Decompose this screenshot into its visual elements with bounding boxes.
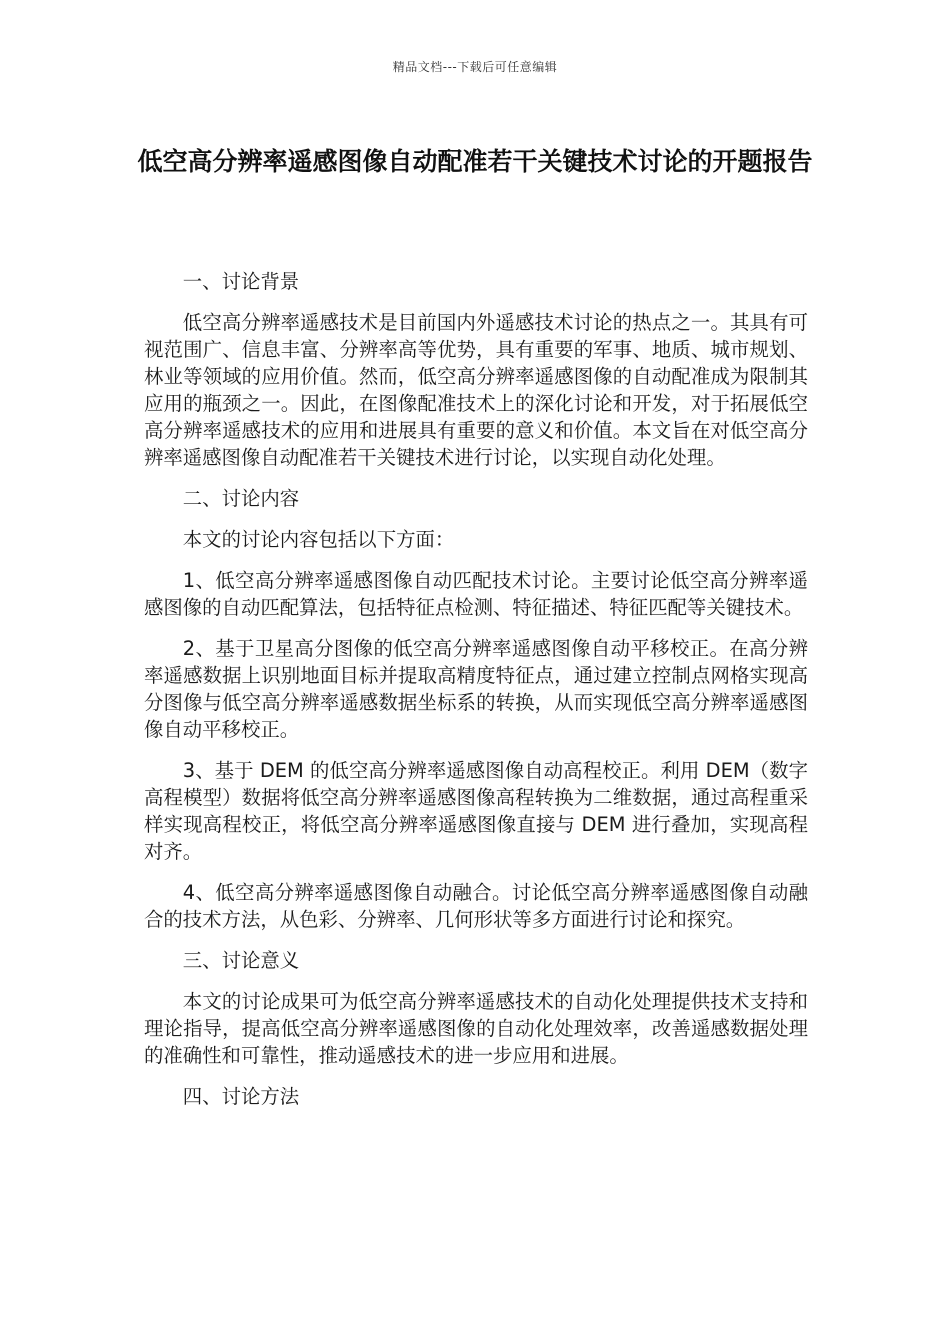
paragraph-significance: 本文的讨论成果可为低空高分辨率遥感技术的自动化处理提供技术支持和理论指导，提高低空高分辨率遥感图像的自动化处理效率，改善遥感数据处理的准确性和可靠性，推动遥感技术的进一步应用和进展。 [144, 990, 808, 1067]
paragraph-background: 低空高分辨率遥感技术是目前国内外遥感技术讨论的热点之一。其具有可视范围广、信息丰富、分辨率高等优势，具有重要的军事、地质、城市规划、林业等领域的应用价值。然而，低空高分辨率遥感图像的自动配准成为限制其应用的瓶颈之一。因此，在图像配准技术上的深化讨论和开发，对于拓展低空高分辨率遥感技术的应用和进展具有重要的意义和价值。本文旨在对低空高分辨率遥感图像自动配准若干关键技术进行讨论，以实现自动化处理。 [144, 311, 808, 469]
list-item-content-3: 3、基于 DEM 的低空高分辨率遥感图像自动高程校正。利用 DEM（数字高程模型）数据将低空高分辨率遥感图像高程转换为二维数据，通过高程重采样实现高程校正，将低空高分辨率遥感图像直接与 DEM 进行叠加，实现高程对齐。 [144, 759, 808, 863]
section-heading-background: 一、讨论背景 [182, 270, 300, 293]
paragraph-content-intro: 本文的讨论内容包括以下方面： [182, 528, 455, 551]
header-note: 精品文档---下载后可任意编辑 [392, 60, 558, 74]
list-item-content-4: 4、低空高分辨率遥感图像自动融合。讨论低空高分辨率遥感图像自动融合的技术方法，从色彩、分辨率、几何形状等多方面进行讨论和探究。 [144, 881, 808, 931]
document-body [144, 268, 808, 1124]
section-heading-significance: 三、讨论意义 [182, 949, 300, 972]
list-item-content-1: 1、低空高分辨率遥感图像自动匹配技术讨论。主要讨论低空高分辨率遥感图像的自动匹配算法，包括特征点检测、特征描述、特征匹配等关键技术。 [144, 569, 808, 619]
document-title: 低空高分辨率遥感图像自动配准若干关键技术讨论的开题报告 [137, 147, 813, 176]
list-item-content-2: 2、基于卫星高分图像的低空高分辨率遥感图像自动平移校正。在高分辨率遥感数据上识别地面目标并提取高精度特征点，通过建立控制点网格实现高分图像与低空高分辨率遥感数据坐标系的转换，从而实现低空高分辨率遥感图像自动平移校正。 [144, 637, 808, 741]
section-heading-content: 二、讨论内容 [182, 487, 300, 510]
section-heading-method: 四、讨论方法 [182, 1085, 300, 1108]
